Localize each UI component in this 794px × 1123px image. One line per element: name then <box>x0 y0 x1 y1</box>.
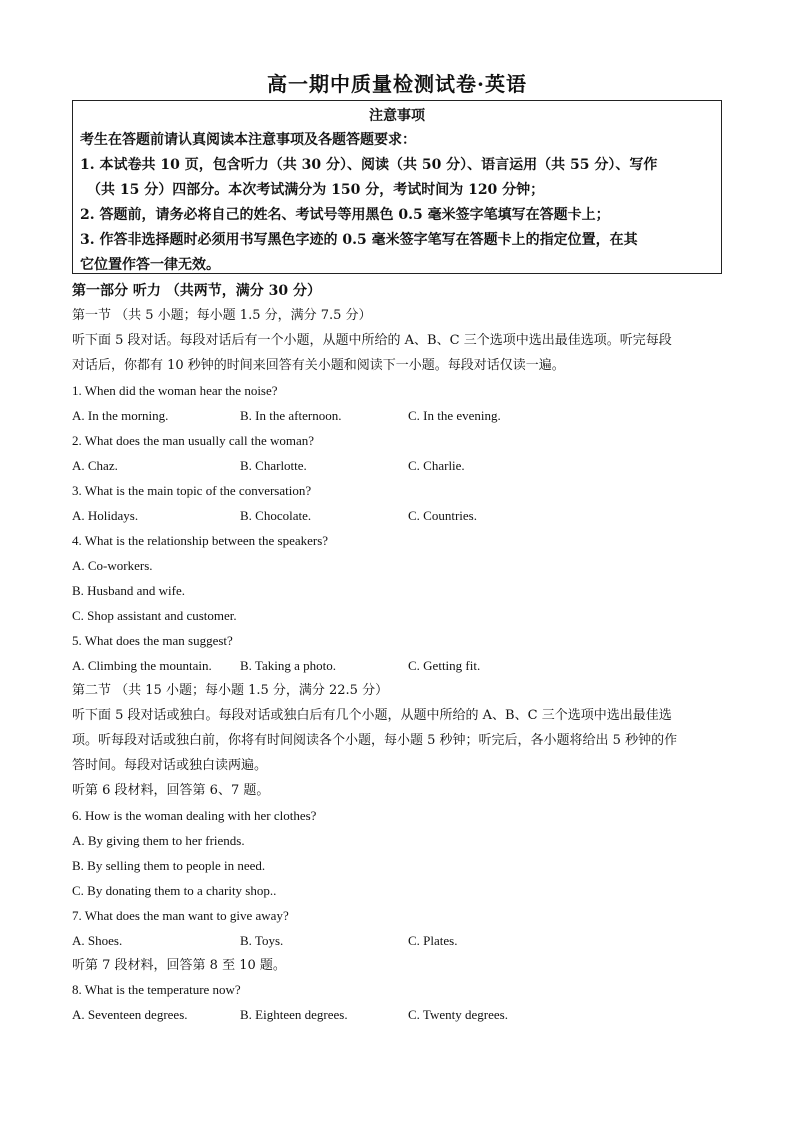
question-2-option-a: A. Chaz. <box>72 458 118 473</box>
question-7-option-a: A. Shoes. <box>72 933 123 948</box>
question-1-option-c: C. In the evening. <box>408 408 501 423</box>
notice-item-2: 2. 答题前，请务必将自己的姓名、考试号等用黑色 0.5 毫米签字笔填写在答题卡上； <box>80 207 610 223</box>
question-3-option-c: C. Countries. <box>408 508 477 523</box>
notice-heading: 注意事项 <box>369 108 425 124</box>
question-6-option-c: C. By donating them to a charity shop.. <box>72 883 277 898</box>
question-7-option-c: C. Plates. <box>408 933 458 948</box>
section-1-instruction: 听下面 5 段对话。每段对话后有一个小题，从题中所给的 A、B、C 三个选项中选出最佳选项。听完每段 <box>72 333 672 348</box>
question-6-option-b: B. By selling them to people in need. <box>72 858 266 873</box>
question-7-stem: 7. What does the man want to give away? <box>72 908 289 923</box>
question-4-option-a: A. Co-workers. <box>72 558 153 573</box>
question-8-option-b: B. Eighteen degrees. <box>240 1007 348 1022</box>
material-6-heading: 听第 6 段材料，回答第 6、7 题。 <box>72 783 270 798</box>
section-2-heading: 第二节 （共 15 小题；每小题 1.5 分，满分 22.5 分） <box>72 683 389 698</box>
section-2-instruction-cont-1: 项。听每段对话或独白前，你将有时间阅读各个小题，每小题 5 秒钟；听完后，各小题将给出 5 秒钟的作 <box>72 733 678 748</box>
question-5-stem: 5. What does the man suggest? <box>72 633 233 648</box>
question-3-option-a: A. Holidays. <box>72 508 139 523</box>
question-2-options <box>72 456 722 476</box>
question-1-stem: 1. When did the woman hear the noise? <box>72 383 278 398</box>
question-2-stem: 2. What does the man usually call the woman? <box>72 433 314 448</box>
question-5-options <box>72 656 722 676</box>
question-5-option-b: B. Taking a photo. <box>240 658 336 673</box>
exam-title: 高一期中质量检测试卷·英语 <box>267 72 527 96</box>
part-1-heading: 第一部分 听力 （共两节，满分 30 分） <box>72 283 321 299</box>
notice-item-3: 3. 作答非选择题时必须用书写黑色字迹的 0.5 毫米签字笔写在答题卡上的指定位置，在其 <box>80 232 638 248</box>
material-7-heading: 听第 7 段材料，回答第 8 至 10 题。 <box>72 958 286 973</box>
question-5-option-a: A. Climbing the mountain. <box>72 658 212 673</box>
question-8-stem: 8. What is the temperature now? <box>72 982 241 997</box>
question-7-options <box>72 931 722 951</box>
section-2-instruction: 听下面 5 段对话或独白。每段对话或独白后有几个小题，从题中所给的 A、B、C 三个选项中选出最佳选 <box>72 708 672 723</box>
question-6-stem: 6. How is the woman dealing with her clothes? <box>72 808 317 823</box>
question-4-option-c: C. Shop assistant and customer. <box>72 608 237 623</box>
question-1-option-b: B. In the afternoon. <box>240 408 342 423</box>
notice-item-1: 1. 本试卷共 10 页，包含听力（共 30 分）、阅读（共 50 分）、语言运用（共 55 分）、写作 <box>80 157 658 173</box>
question-8-option-c: C. Twenty degrees. <box>408 1007 508 1022</box>
question-4-stem: 4. What is the relationship between the speakers? <box>72 533 329 548</box>
question-4-option-b: B. Husband and wife. <box>72 583 186 598</box>
question-1-option-a: A. In the morning. <box>72 408 169 423</box>
question-8-options <box>72 1005 722 1025</box>
section-2-instruction-cont-2: 答时间。每段对话或独白读两遍。 <box>72 758 268 773</box>
question-8-option-a: A. Seventeen degrees. <box>72 1007 188 1022</box>
section-1-heading: 第一节 （共 5 小题；每小题 1.5 分，满分 7.5 分） <box>72 308 372 323</box>
section-1-instruction-cont: 对话后，你都有 10 秒钟的时间来回答有关小题和阅读下一小题。每段对话仅读一遍。 <box>72 358 565 373</box>
question-2-option-c: C. Charlie. <box>408 458 465 473</box>
question-6-option-a: A. By giving them to her friends. <box>72 833 245 848</box>
question-3-stem: 3. What is the main topic of the conversation? <box>72 483 312 498</box>
notice-item-1-cont: （共 15 分）四部分。本次考试满分为 150 分，考试时间为 120 分钟； <box>87 182 545 198</box>
question-5-option-c: C. Getting fit. <box>408 658 481 673</box>
question-3-option-b: B. Chocolate. <box>240 508 312 523</box>
notice-intro: 考生在答题前请认真阅读本注意事项及各题答题要求： <box>80 132 416 148</box>
question-1-options <box>72 406 722 426</box>
question-3-options <box>72 506 722 526</box>
question-2-option-b: B. Charlotte. <box>240 458 307 473</box>
notice-box <box>72 100 722 274</box>
notice-item-3-cont: 它位置作答一律无效。 <box>80 257 220 273</box>
question-7-option-b: B. Toys. <box>240 933 284 948</box>
